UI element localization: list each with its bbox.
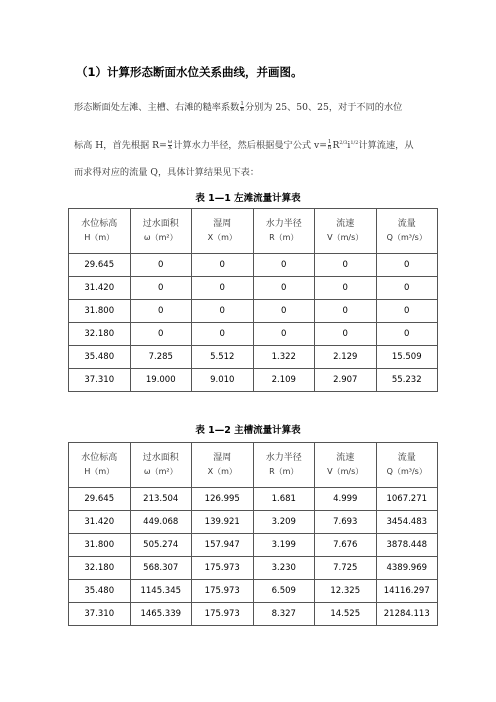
table-cell: 31.420: [69, 511, 131, 534]
paragraph-text: 标高 H，首先根据 R=: [74, 140, 167, 151]
table-cell: 6.509: [253, 580, 315, 603]
header-flow-area: 过水面积 ω（m²）: [130, 209, 192, 254]
table-cell: 3454.483: [376, 511, 438, 534]
table-cell: 1.322: [253, 346, 315, 369]
table-cell: 0: [315, 277, 377, 300]
table-cell: 157.947: [192, 534, 254, 557]
paragraph-line-1: [74, 99, 434, 113]
manning-formula-r: R: [332, 140, 340, 151]
table-cell: 7.693: [315, 511, 377, 534]
table-cell: 0: [376, 254, 438, 277]
table-cell: 15.509: [376, 346, 438, 369]
table-cell: 1.681: [253, 488, 315, 511]
table-cell: 9.010: [192, 369, 254, 392]
table-cell: 0: [253, 254, 315, 277]
table-cell: 3878.448: [376, 534, 438, 557]
table-cell: 505.274: [130, 534, 192, 557]
header-wetted-perimeter: 湿周 X（m）: [192, 209, 254, 254]
table-cell: 175.973: [192, 603, 254, 626]
table-cell: 0: [192, 277, 254, 300]
table-row: [69, 254, 438, 277]
table-cell: 7.285: [130, 346, 192, 369]
table-cell: 2.109: [253, 369, 315, 392]
paragraph-text: 分别为 25、50、25，对于不同的水位: [244, 102, 403, 113]
header-hydraulic-radius: 水力半径 R（m）: [253, 209, 315, 254]
table-cell: 37.310: [69, 369, 131, 392]
header-wetted-perimeter: 湿周 X（m）: [192, 443, 254, 488]
table-cell: 55.232: [376, 369, 438, 392]
table-cell: 35.480: [69, 346, 131, 369]
table-row: [69, 580, 438, 603]
table-row: [69, 534, 438, 557]
table-cell: 1067.271: [376, 488, 438, 511]
header-velocity: 流速 V（m/s）: [315, 443, 377, 488]
table-cell: 8.327: [253, 603, 315, 626]
table-caption: 表 1—1 左滩流量计算表: [195, 193, 301, 204]
table-cell: 0: [376, 323, 438, 346]
table-cell: 0: [315, 323, 377, 346]
fraction-omega-over-x: $\frac{\omega}{X}$: [167, 139, 173, 151]
table-cell: 568.307: [130, 557, 192, 580]
table-cell: 19.000: [130, 369, 192, 392]
table-cell: 0: [192, 254, 254, 277]
table-cell: 139.921: [192, 511, 254, 534]
manning-formula-i: i: [347, 140, 351, 151]
table-cell: 29.645: [69, 254, 131, 277]
paragraph-text: 形态断面处左滩、主槽、右滩的糙率系数: [74, 102, 240, 113]
table-cell: 35.480: [69, 580, 131, 603]
table-cell: 7.725: [315, 557, 377, 580]
table-cell: 3.209: [253, 511, 315, 534]
table-cell: 29.645: [69, 488, 131, 511]
table-cell: 0: [130, 300, 192, 323]
table-cell: 31.420: [69, 277, 131, 300]
header-hydraulic-radius: 水力半径 R（m）: [253, 443, 315, 488]
table-cell: 3.230: [253, 557, 315, 580]
table-row: [69, 603, 438, 626]
table-cell: 32.180: [69, 323, 131, 346]
table-cell: 0: [376, 300, 438, 323]
table-cell: 4.999: [315, 488, 377, 511]
table-cell: 32.180: [69, 557, 131, 580]
table-cell: 0: [130, 254, 192, 277]
table-cell: 1465.339: [130, 603, 192, 626]
table-cell: 0: [315, 300, 377, 323]
table-row: [69, 369, 438, 392]
table-cell: 175.973: [192, 580, 254, 603]
table-cell: 126.995: [192, 488, 254, 511]
table-cell: 7.676: [315, 534, 377, 557]
fraction-one-over-n: $\frac{1}{n}$: [327, 139, 332, 151]
table-row: [69, 557, 438, 580]
table-cell: 0: [253, 277, 315, 300]
table-cell: 0: [192, 300, 254, 323]
header-water-level: 水位标高 H（m）: [69, 209, 131, 254]
table-cell: 0: [376, 277, 438, 300]
table-cell: 0: [130, 323, 192, 346]
table-cell: 0: [253, 323, 315, 346]
header-discharge: 流量 Q（m³/s）: [376, 209, 438, 254]
table-cell: 2.129: [315, 346, 377, 369]
table-cell: 449.068: [130, 511, 192, 534]
table-header-row: [69, 443, 438, 488]
table-row: [69, 488, 438, 511]
table-cell: 31.800: [69, 534, 131, 557]
header-discharge: 流量 Q（m³/s）: [376, 443, 438, 488]
table-cell: 4389.969: [376, 557, 438, 580]
table-cell: 37.310: [69, 603, 131, 626]
table-cell: 0: [253, 300, 315, 323]
paragraph-text: 计算流速，从: [358, 140, 414, 151]
left-floodplain-flow-table: [68, 208, 438, 392]
table-cell: 12.325: [315, 580, 377, 603]
table-cell: 0: [130, 277, 192, 300]
table-row: [69, 300, 438, 323]
header-velocity: 流速 V（m/s）: [315, 209, 377, 254]
fraction-one-over-n: $\frac{1}{n}$: [240, 101, 244, 113]
table-header-row: [69, 209, 438, 254]
paragraph-text: 计算水力半径，然后根据曼宁公式 v=: [173, 140, 327, 151]
paragraph-line-2: [74, 137, 434, 151]
exponent-half: 1/2: [350, 140, 359, 146]
header-flow-area: 过水面积 ω（m²）: [130, 443, 192, 488]
table-cell: 21284.113: [376, 603, 438, 626]
table-row: [69, 323, 438, 346]
table-cell: 213.504: [130, 488, 192, 511]
main-channel-flow-table: [68, 442, 438, 626]
table-row: [69, 346, 438, 369]
header-water-level: 水位标高 H（m）: [69, 443, 131, 488]
table-cell: 31.800: [69, 300, 131, 323]
table-cell: 3.199: [253, 534, 315, 557]
paragraph-line-3: 而求得对应的流量 Q，具体计算结果见下表：: [74, 167, 260, 178]
exponent-two-thirds: 2/3: [339, 140, 348, 146]
table-cell: 2.907: [315, 369, 377, 392]
table-row: [69, 511, 438, 534]
table-cell: 0: [315, 254, 377, 277]
section-heading: （1）计算形态断面水位关系曲线，并画图。: [76, 65, 303, 79]
table-cell: 14116.297: [376, 580, 438, 603]
table-cell: 1145.345: [130, 580, 192, 603]
table-cell: 14.525: [315, 603, 377, 626]
table-cell: 175.973: [192, 557, 254, 580]
table-cell: 0: [192, 323, 254, 346]
table-row: [69, 277, 438, 300]
table-cell: 5.512: [192, 346, 254, 369]
table-caption: 表 1—2 主槽流量计算表: [195, 425, 301, 436]
